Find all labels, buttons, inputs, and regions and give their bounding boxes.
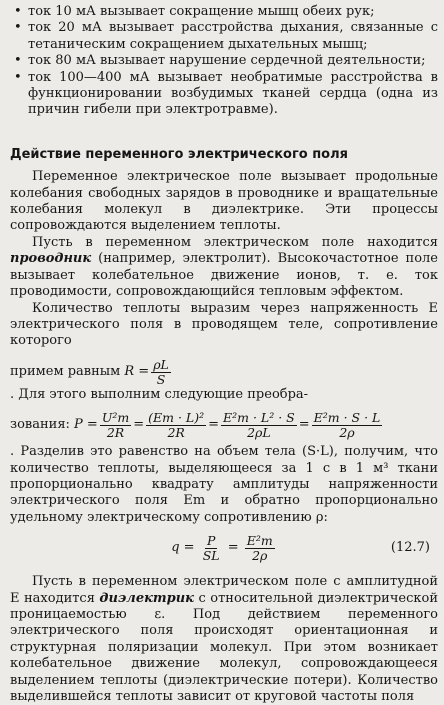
fraction: $\frac{\rho L}{S}$	[153, 356, 169, 387]
paragraph-derivation: . Разделив это равенство на объем тела (S·L), получим, что количество теплоты, выделяющееся за 1 с в 1 м³ ткани пропорционально квадрату амплитуды напряженности электрического поля Em и обратно пропорционально удельному электрическому сопротивлению ρ:	[10, 444, 438, 525]
term-conductor: проводник	[10, 251, 92, 267]
paragraph-dielectric: Пусть в переменном электрическом поле с амплитудной E находится диэлектрик с относительной диэлектрической проницаемостью ε. Под действием переменного электрического поля происходят ориентационная и структурная поляризации молекул. При этом возникает колебательное движение молекул, сопровождающееся выделением теплоты (диэлектрические потери). Количество выделившейся теплоты зависит от круговой частоты поля	[10, 574, 438, 704]
section-heading: Действие переменного электрического поля	[10, 146, 348, 162]
bullet-list	[10, 4, 438, 119]
fraction: $\frac{\text{(Em · L)²}}{2R}$	[148, 410, 205, 441]
fraction: $\frac{\text{E²m}}{2\rho}$	[246, 532, 273, 563]
equation-12-7: q = $\frac{P}{SL}$ = $\frac{\text{E²m}}{2\rho}$ (12.7)	[171, 532, 430, 563]
term-dielectric: диэлектрик	[99, 590, 194, 606]
fraction: $\frac{\text{E²m · S · L}}{2\rho}$	[313, 410, 381, 441]
bullet-item: • ток 10 мА вызывает сокращение мышц обеих рук;	[10, 4, 438, 20]
paragraph-intro: Переменное электрическое поле вызывает продольные колебания свободных зарядов в проводнике и вращательные колебания молекул в диэлектрике. Эти процессы сопровождаются выделением теплоты.	[10, 169, 438, 234]
bullet-item: • ток 20 мА вызывает расстройства дыхания, связанные с тетаническим сокращением дыхательных мышц;	[10, 20, 438, 53]
paragraph-heat: Количество теплоты выразим через напряженность E электрического поля в проводящем теле, сопротивление которого	[10, 300, 438, 349]
equation-number: (12.7)	[390, 540, 430, 556]
formula-lhs: R =	[124, 364, 150, 380]
power-formula-line: зования: P = $\frac{\text{U²m}}{2R}$ = $\frac{\text{(Em · L)²}}{2R}$ = $\frac{\text{E²m · L² · S}}{2\rho L}$ = $\frac{\text{E²m · S · L}}{2\rho}$	[10, 410, 381, 441]
bullet-item: • ток 100—400 мА вызывает необратимые расстройства в функционировании возбудимых тканей сердца (одна из причин гибели при электротравме).	[10, 70, 438, 119]
fraction: $\frac{\text{E²m · L² · S}}{2\rho L}$	[223, 410, 295, 441]
fraction: $\frac{\text{U²m}}{2R}$	[101, 410, 130, 441]
paragraph-conductor: Пусть в переменном электрическом поле находится проводник (например, электролит). Высокочастотное поле вызывает колебательное движение ионов, т. е. ток проводимости, сопровождающийся тепловым эффектом.	[10, 234, 438, 300]
bullet-item: • ток 80 мА вызывает нарушение сердечной деятельности;	[10, 53, 438, 69]
resistance-formula-line: примем равным R = $\frac{\rho L}{S}$ . Для этого выполним следующие преобра-	[10, 356, 309, 402]
fraction: $\frac{P}{SL}$	[202, 532, 220, 563]
